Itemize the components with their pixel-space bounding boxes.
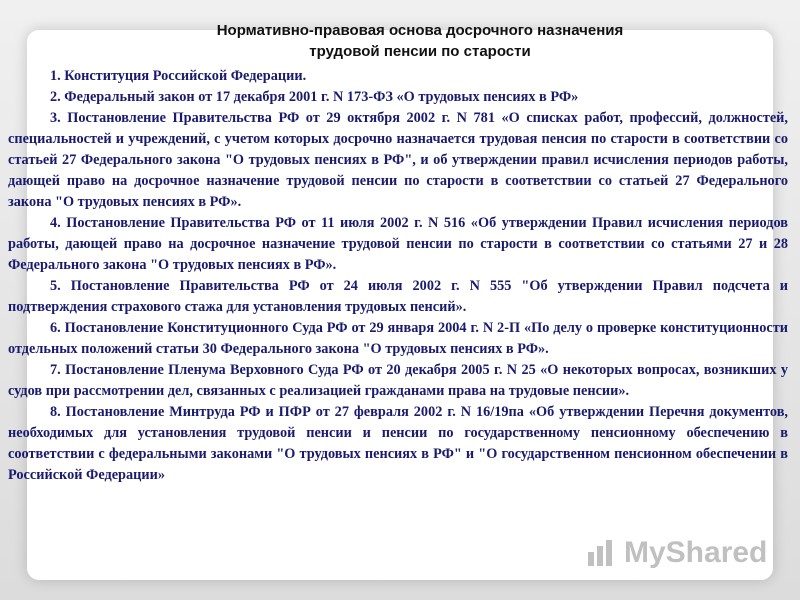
list-item: 5. Постановление Правительства РФ от 24 июля 2002 г. N 555 "Об утверждении Правил подсчета и подтверждения страхового стажа для установления трудовых пенсий». <box>8 278 788 315</box>
list-item: 8. Постановление Минтруда РФ и ПФР от 27 февраля 2002 г. N 16/19па «Об утверждении Перечня документов, необходимых для установления трудовой пенсии и пенсии по государственному пенсионному обеспечению в соответствии с федеральными законами "О трудовых пенсиях в РФ" и "О государственном пенсионном обеспечении в Российской Федерации» <box>8 404 788 483</box>
slide-title <box>140 20 700 62</box>
list-item: 2. Федеральный закон от 17 декабря 2001 г. N 173-ФЗ «О трудовых пенсиях в РФ» <box>50 89 579 105</box>
watermark <box>586 536 767 570</box>
watermark-text: MyShared <box>624 536 768 569</box>
list-item: 3. Постановление Правительства РФ от 29 октября 2002 г. N 781 «О списках работ, профессий, должностей, специальностей и учреждений, с учетом которых досрочно назначается трудовая пенсия по старости в соответствии со статьей 27 Федерального закона "О трудовых пенсиях в РФ", и об утверждении правил исчисления периодов работы, дающей право на досрочное назначение трудовой пенсии по старости в соответствии со статьей 27 Федерального закона "О трудовых пенсиях в РФ». <box>8 110 788 210</box>
title-line-1: Нормативно-правовая основа досрочного назначения <box>216 22 624 39</box>
title-line-2: трудовой пенсии по старости <box>309 43 531 60</box>
watermark-logo-icon <box>586 538 620 568</box>
list-item: 6. Постановление Конституционного Суда РФ от 29 января 2004 г. N 2-П «По делу о проверке конституционности отдельных положений статьи 30 Федерального закона "О трудовых пенсиях в РФ». <box>8 320 788 357</box>
list-item: 4. Постановление Правительства РФ от 11 июля 2002 г. N 516 «Об утверждении Правил исчисления периодов работы, дающей право на досрочное назначение трудовой пенсии по старости в соответствии со статьями 27 и 28 Федерального закона "О трудовых пенсиях в РФ». <box>8 215 788 273</box>
legal-basis-list <box>8 66 788 486</box>
list-item: 1. Конституция Российской Федерации. <box>50 68 307 84</box>
list-item: 7. Постановление Пленума Верховного Суда РФ от 20 декабря 2005 г. N 25 «О некоторых вопросах, возникших у судов при рассмотрении дел, связанных с реализацией гражданами права на трудовые пенсии». <box>8 362 788 399</box>
